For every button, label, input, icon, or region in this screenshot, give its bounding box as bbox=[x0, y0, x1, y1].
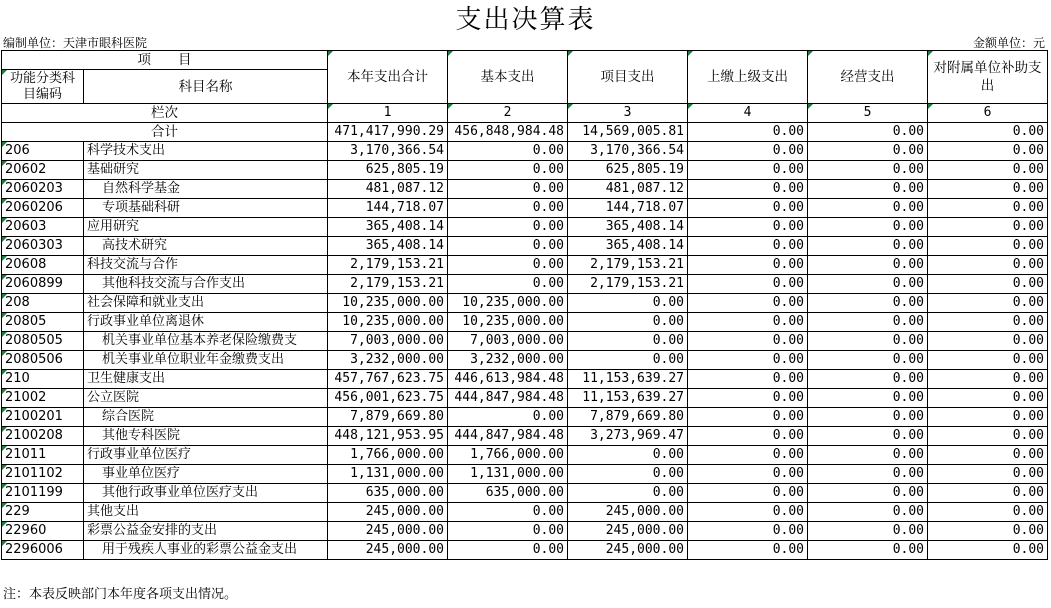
total-col-5: 0.00 bbox=[808, 123, 928, 142]
value-cell-col-6: 0.00 bbox=[928, 484, 1048, 503]
subject-name-cell: 卫生健康支出 bbox=[84, 370, 328, 389]
value-cell-col-1: 144,718.07 bbox=[328, 199, 448, 218]
value-cell-col-1: 481,087.12 bbox=[328, 180, 448, 199]
table-row bbox=[2, 294, 1048, 313]
value-cell-col-3: 245,000.00 bbox=[568, 503, 688, 522]
value-cell-col-4: 0.00 bbox=[688, 332, 808, 351]
value-cell-col-6: 0.00 bbox=[928, 294, 1048, 313]
value-cell-col-3: 245,000.00 bbox=[568, 522, 688, 541]
value-cell-col-5: 0.00 bbox=[808, 332, 928, 351]
func-code-cell: 210 bbox=[2, 370, 84, 389]
value-cell-col-5: 0.00 bbox=[808, 427, 928, 446]
value-cell-col-4: 0.00 bbox=[688, 275, 808, 294]
value-cell-col-2: 0.00 bbox=[448, 161, 568, 180]
value-cell-col-6: 0.00 bbox=[928, 275, 1048, 294]
value-cell-col-2: 3,232,000.00 bbox=[448, 351, 568, 370]
value-cell-col-3: 625,805.19 bbox=[568, 161, 688, 180]
value-cell-col-2: 0.00 bbox=[448, 180, 568, 199]
value-cell-col-3: 365,408.14 bbox=[568, 237, 688, 256]
reporting-unit: 编制单位：天津市眼科医院 bbox=[3, 36, 148, 50]
value-cell-col-4: 0.00 bbox=[688, 218, 808, 237]
header-func-code: 功能分类科目编码 bbox=[2, 70, 84, 104]
value-cell-col-5: 0.00 bbox=[808, 408, 928, 427]
header-col-upper: 上缴上级支出 bbox=[688, 51, 808, 104]
table-row bbox=[2, 199, 1048, 218]
func-code-cell: 2080506 bbox=[2, 351, 84, 370]
value-cell-col-5: 0.00 bbox=[808, 237, 928, 256]
value-cell-col-1: 7,003,000.00 bbox=[328, 332, 448, 351]
header-col-operate: 经营支出 bbox=[808, 51, 928, 104]
value-cell-col-5: 0.00 bbox=[808, 275, 928, 294]
value-cell-col-6: 0.00 bbox=[928, 332, 1048, 351]
func-code-cell: 22960 bbox=[2, 522, 84, 541]
value-cell-col-6: 0.00 bbox=[928, 465, 1048, 484]
value-cell-col-2: 0.00 bbox=[448, 256, 568, 275]
func-code-cell: 2100201 bbox=[2, 408, 84, 427]
value-cell-col-4: 0.00 bbox=[688, 484, 808, 503]
header-col-total: 本年支出合计 bbox=[328, 51, 448, 104]
value-cell-col-5: 0.00 bbox=[808, 180, 928, 199]
table-row bbox=[2, 256, 1048, 275]
subject-name-cell: 彩票公益金安排的支出 bbox=[84, 522, 328, 541]
func-code-cell: 20805 bbox=[2, 313, 84, 332]
header-col-basic: 基本支出 bbox=[448, 51, 568, 104]
value-cell-col-3: 7,879,669.80 bbox=[568, 408, 688, 427]
value-cell-col-5: 0.00 bbox=[808, 294, 928, 313]
footnote: 注：本表反映部门本年度各项支出情况。 bbox=[3, 587, 238, 602]
value-cell-col-2: 444,847,984.48 bbox=[448, 389, 568, 408]
value-cell-col-4: 0.00 bbox=[688, 237, 808, 256]
value-cell-col-3: 144,718.07 bbox=[568, 199, 688, 218]
value-cell-col-4: 0.00 bbox=[688, 351, 808, 370]
value-cell-col-5: 0.00 bbox=[808, 389, 928, 408]
header-lanci: 栏次 bbox=[2, 104, 328, 123]
subject-name-cell: 专项基础科研 bbox=[84, 199, 328, 218]
total-label: 合计 bbox=[2, 123, 328, 142]
value-cell-col-1: 2,179,153.21 bbox=[328, 275, 448, 294]
table-body bbox=[2, 142, 1048, 560]
value-cell-col-6: 0.00 bbox=[928, 522, 1048, 541]
func-code-cell: 208 bbox=[2, 294, 84, 313]
value-cell-col-4: 0.00 bbox=[688, 503, 808, 522]
table-row bbox=[2, 484, 1048, 503]
subject-name-cell: 机关事业单位职业年金缴费支出 bbox=[84, 351, 328, 370]
value-cell-col-2: 1,766,000.00 bbox=[448, 446, 568, 465]
value-cell-col-3: 0.00 bbox=[568, 484, 688, 503]
value-cell-col-1: 7,879,669.80 bbox=[328, 408, 448, 427]
func-code-cell: 2296006 bbox=[2, 541, 84, 560]
value-cell-col-3: 0.00 bbox=[568, 332, 688, 351]
subject-name-cell: 行政事业单位离退休 bbox=[84, 313, 328, 332]
value-cell-col-1: 245,000.00 bbox=[328, 541, 448, 560]
value-cell-col-1: 365,408.14 bbox=[328, 218, 448, 237]
col-number-4: 4 bbox=[688, 104, 808, 123]
value-cell-col-3: 245,000.00 bbox=[568, 541, 688, 560]
value-cell-col-2: 0.00 bbox=[448, 541, 568, 560]
value-cell-col-4: 0.00 bbox=[688, 180, 808, 199]
value-cell-col-1: 245,000.00 bbox=[328, 503, 448, 522]
value-cell-col-3: 11,153,639.27 bbox=[568, 370, 688, 389]
table-row bbox=[2, 370, 1048, 389]
value-cell-col-4: 0.00 bbox=[688, 161, 808, 180]
total-row bbox=[2, 123, 1048, 142]
subject-name-cell: 基础研究 bbox=[84, 161, 328, 180]
value-cell-col-2: 10,235,000.00 bbox=[448, 294, 568, 313]
table-row bbox=[2, 161, 1048, 180]
value-cell-col-5: 0.00 bbox=[808, 142, 928, 161]
table-row bbox=[2, 313, 1048, 332]
func-code-cell: 2060899 bbox=[2, 275, 84, 294]
value-cell-col-3: 2,179,153.21 bbox=[568, 275, 688, 294]
value-cell-col-2: 0.00 bbox=[448, 503, 568, 522]
value-cell-col-3: 0.00 bbox=[568, 294, 688, 313]
value-cell-col-5: 0.00 bbox=[808, 446, 928, 465]
expenditure-table bbox=[1, 50, 1048, 560]
value-cell-col-2: 0.00 bbox=[448, 199, 568, 218]
total-col-3: 14,569,005.81 bbox=[568, 123, 688, 142]
func-code-cell: 20602 bbox=[2, 161, 84, 180]
value-cell-col-2: 446,613,984.48 bbox=[448, 370, 568, 389]
subject-name-cell: 用于残疾人事业的彩票公益金支出 bbox=[84, 541, 328, 560]
value-cell-col-6: 0.00 bbox=[928, 389, 1048, 408]
header-subject-name: 科目名称 bbox=[84, 70, 328, 104]
amount-unit: 金额单位：元 bbox=[972, 36, 1045, 50]
col-number-6: 6 bbox=[928, 104, 1048, 123]
value-cell-col-5: 0.00 bbox=[808, 161, 928, 180]
subject-name-cell: 综合医院 bbox=[84, 408, 328, 427]
value-cell-col-4: 0.00 bbox=[688, 199, 808, 218]
value-cell-col-1: 365,408.14 bbox=[328, 237, 448, 256]
func-code-cell: 2101199 bbox=[2, 484, 84, 503]
value-cell-col-1: 448,121,953.95 bbox=[328, 427, 448, 446]
value-cell-col-2: 0.00 bbox=[448, 218, 568, 237]
subject-name-cell: 科技交流与合作 bbox=[84, 256, 328, 275]
value-cell-col-4: 0.00 bbox=[688, 522, 808, 541]
table-row bbox=[2, 427, 1048, 446]
value-cell-col-3: 481,087.12 bbox=[568, 180, 688, 199]
value-cell-col-2: 444,847,984.48 bbox=[448, 427, 568, 446]
page-title: 支出决算表 bbox=[455, 5, 596, 35]
func-code-cell: 2060206 bbox=[2, 199, 84, 218]
value-cell-col-5: 0.00 bbox=[808, 218, 928, 237]
value-cell-col-2: 0.00 bbox=[448, 522, 568, 541]
value-cell-col-2: 7,003,000.00 bbox=[448, 332, 568, 351]
total-col-6: 0.00 bbox=[928, 123, 1048, 142]
value-cell-col-2: 0.00 bbox=[448, 408, 568, 427]
value-cell-col-6: 0.00 bbox=[928, 351, 1048, 370]
func-code-cell: 2101102 bbox=[2, 465, 84, 484]
total-col-1: 471,417,990.29 bbox=[328, 123, 448, 142]
value-cell-col-3: 3,273,969.47 bbox=[568, 427, 688, 446]
value-cell-col-4: 0.00 bbox=[688, 389, 808, 408]
col-number-5: 5 bbox=[808, 104, 928, 123]
func-code-cell: 21011 bbox=[2, 446, 84, 465]
col-number-1: 1 bbox=[328, 104, 448, 123]
value-cell-col-1: 3,170,366.54 bbox=[328, 142, 448, 161]
value-cell-col-4: 0.00 bbox=[688, 446, 808, 465]
value-cell-col-3: 0.00 bbox=[568, 465, 688, 484]
table-row bbox=[2, 275, 1048, 294]
value-cell-col-1: 10,235,000.00 bbox=[328, 294, 448, 313]
value-cell-col-6: 0.00 bbox=[928, 199, 1048, 218]
value-cell-col-1: 3,232,000.00 bbox=[328, 351, 448, 370]
value-cell-col-6: 0.00 bbox=[928, 541, 1048, 560]
value-cell-col-6: 0.00 bbox=[928, 256, 1048, 275]
value-cell-col-1: 1,766,000.00 bbox=[328, 446, 448, 465]
value-cell-col-3: 11,153,639.27 bbox=[568, 389, 688, 408]
value-cell-col-6: 0.00 bbox=[928, 218, 1048, 237]
subject-name-cell: 公立医院 bbox=[84, 389, 328, 408]
col-number-3: 3 bbox=[568, 104, 688, 123]
value-cell-col-3: 2,179,153.21 bbox=[568, 256, 688, 275]
value-cell-col-1: 457,767,623.75 bbox=[328, 370, 448, 389]
func-code-cell: 206 bbox=[2, 142, 84, 161]
value-cell-col-2: 10,235,000.00 bbox=[448, 313, 568, 332]
value-cell-col-1: 10,235,000.00 bbox=[328, 313, 448, 332]
value-cell-col-6: 0.00 bbox=[928, 370, 1048, 389]
value-cell-col-3: 0.00 bbox=[568, 313, 688, 332]
subject-name-cell: 其他科技交流与合作支出 bbox=[84, 275, 328, 294]
value-cell-col-5: 0.00 bbox=[808, 256, 928, 275]
value-cell-col-6: 0.00 bbox=[928, 503, 1048, 522]
func-code-cell: 20608 bbox=[2, 256, 84, 275]
value-cell-col-2: 0.00 bbox=[448, 237, 568, 256]
value-cell-col-6: 0.00 bbox=[928, 446, 1048, 465]
value-cell-col-1: 635,000.00 bbox=[328, 484, 448, 503]
subject-name-cell: 应用研究 bbox=[84, 218, 328, 237]
table-row bbox=[2, 446, 1048, 465]
value-cell-col-5: 0.00 bbox=[808, 313, 928, 332]
subject-name-cell: 社会保障和就业支出 bbox=[84, 294, 328, 313]
table-row bbox=[2, 142, 1048, 161]
table-row bbox=[2, 218, 1048, 237]
value-cell-col-4: 0.00 bbox=[688, 313, 808, 332]
table-header bbox=[2, 51, 1048, 142]
value-cell-col-4: 0.00 bbox=[688, 294, 808, 313]
value-cell-col-2: 635,000.00 bbox=[448, 484, 568, 503]
value-cell-col-5: 0.00 bbox=[808, 484, 928, 503]
value-cell-col-3: 365,408.14 bbox=[568, 218, 688, 237]
func-code-cell: 229 bbox=[2, 503, 84, 522]
value-cell-col-6: 0.00 bbox=[928, 237, 1048, 256]
header-col-subsidy: 对附属单位补助支出 bbox=[928, 51, 1048, 104]
table-row bbox=[2, 541, 1048, 560]
subject-name-cell: 其他支出 bbox=[84, 503, 328, 522]
value-cell-col-4: 0.00 bbox=[688, 256, 808, 275]
value-cell-col-3: 0.00 bbox=[568, 446, 688, 465]
func-code-cell: 2080505 bbox=[2, 332, 84, 351]
subject-name-cell: 科学技术支出 bbox=[84, 142, 328, 161]
value-cell-col-5: 0.00 bbox=[808, 199, 928, 218]
value-cell-col-5: 0.00 bbox=[808, 351, 928, 370]
table-row bbox=[2, 237, 1048, 256]
value-cell-col-6: 0.00 bbox=[928, 427, 1048, 446]
func-code-cell: 2060203 bbox=[2, 180, 84, 199]
value-cell-col-1: 456,001,623.75 bbox=[328, 389, 448, 408]
value-cell-col-4: 0.00 bbox=[688, 408, 808, 427]
value-cell-col-3: 3,170,366.54 bbox=[568, 142, 688, 161]
value-cell-col-6: 0.00 bbox=[928, 313, 1048, 332]
total-col-4: 0.00 bbox=[688, 123, 808, 142]
value-cell-col-2: 1,131,000.00 bbox=[448, 465, 568, 484]
value-cell-col-3: 0.00 bbox=[568, 351, 688, 370]
value-cell-col-1: 625,805.19 bbox=[328, 161, 448, 180]
table-row bbox=[2, 351, 1048, 370]
value-cell-col-1: 245,000.00 bbox=[328, 522, 448, 541]
value-cell-col-6: 0.00 bbox=[928, 161, 1048, 180]
table-row bbox=[2, 389, 1048, 408]
table-row bbox=[2, 503, 1048, 522]
value-cell-col-4: 0.00 bbox=[688, 541, 808, 560]
subject-name-cell: 自然科学基金 bbox=[84, 180, 328, 199]
value-cell-col-5: 0.00 bbox=[808, 522, 928, 541]
value-cell-col-6: 0.00 bbox=[928, 180, 1048, 199]
value-cell-col-2: 0.00 bbox=[448, 142, 568, 161]
value-cell-col-6: 0.00 bbox=[928, 142, 1048, 161]
subject-name-cell: 其他行政事业单位医疗支出 bbox=[84, 484, 328, 503]
func-code-cell: 2100208 bbox=[2, 427, 84, 446]
header-col-project: 项目支出 bbox=[568, 51, 688, 104]
value-cell-col-5: 0.00 bbox=[808, 370, 928, 389]
value-cell-col-4: 0.00 bbox=[688, 142, 808, 161]
header-item: 项 目 bbox=[2, 51, 328, 70]
table-row bbox=[2, 180, 1048, 199]
value-cell-col-4: 0.00 bbox=[688, 465, 808, 484]
table-row bbox=[2, 332, 1048, 351]
value-cell-col-5: 0.00 bbox=[808, 541, 928, 560]
func-code-cell: 2060303 bbox=[2, 237, 84, 256]
subject-name-cell: 事业单位医疗 bbox=[84, 465, 328, 484]
func-code-cell: 20603 bbox=[2, 218, 84, 237]
value-cell-col-2: 0.00 bbox=[448, 275, 568, 294]
value-cell-col-6: 0.00 bbox=[928, 408, 1048, 427]
col-number-2: 2 bbox=[448, 104, 568, 123]
value-cell-col-1: 2,179,153.21 bbox=[328, 256, 448, 275]
value-cell-col-5: 0.00 bbox=[808, 465, 928, 484]
func-code-cell: 21002 bbox=[2, 389, 84, 408]
subject-name-cell: 行政事业单位医疗 bbox=[84, 446, 328, 465]
value-cell-col-4: 0.00 bbox=[688, 427, 808, 446]
table-row bbox=[2, 522, 1048, 541]
table-row bbox=[2, 408, 1048, 427]
table-row bbox=[2, 465, 1048, 484]
subject-name-cell: 高技术研究 bbox=[84, 237, 328, 256]
subject-name-cell: 其他专科医院 bbox=[84, 427, 328, 446]
subject-name-cell: 机关事业单位基本养老保险缴费支 bbox=[84, 332, 328, 351]
value-cell-col-1: 1,131,000.00 bbox=[328, 465, 448, 484]
value-cell-col-4: 0.00 bbox=[688, 370, 808, 389]
value-cell-col-5: 0.00 bbox=[808, 503, 928, 522]
total-col-2: 456,848,984.48 bbox=[448, 123, 568, 142]
